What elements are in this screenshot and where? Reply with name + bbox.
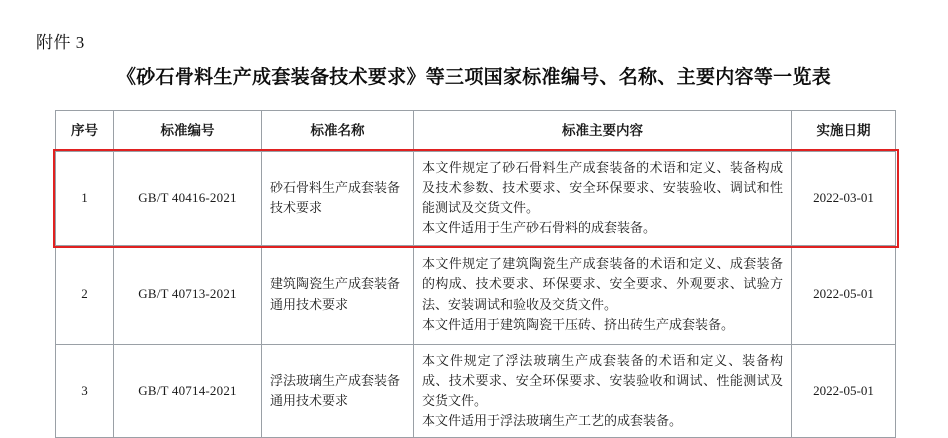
cell-content bbox=[414, 152, 792, 246]
column-header-date: 实施日期 bbox=[792, 111, 896, 152]
table-row bbox=[56, 152, 896, 246]
table-row bbox=[56, 344, 896, 438]
standards-table bbox=[55, 110, 896, 438]
cell-seq: 3 bbox=[56, 344, 114, 438]
cell-date: 2022-05-01 bbox=[792, 344, 896, 438]
page-title: 《砂石骨料生产成套装备技术要求》等三项国家标准编号、名称、主要内容等一览表 bbox=[116, 67, 832, 88]
table-row bbox=[56, 245, 896, 344]
cell-date: 2022-05-01 bbox=[792, 245, 896, 344]
cell-code: GB/T 40714-2021 bbox=[114, 344, 262, 438]
cell-name: 砂石骨料生产成套装备技术要求 bbox=[262, 152, 414, 246]
attachment-label: 附件 3 bbox=[36, 33, 85, 52]
column-header-content: 标准主要内容 bbox=[414, 111, 792, 152]
table-body bbox=[56, 152, 896, 438]
cell-seq: 1 bbox=[56, 152, 114, 246]
cell-date: 2022-03-01 bbox=[792, 152, 896, 246]
standards-table-wrapper bbox=[55, 110, 895, 438]
column-header-code: 标准编号 bbox=[114, 111, 262, 152]
column-header-name: 标准名称 bbox=[262, 111, 414, 152]
cell-seq: 2 bbox=[56, 245, 114, 344]
cell-content bbox=[414, 344, 792, 438]
cell-content-paragraph-2: 本文件适用于生产砂石骨料的成套装备。 bbox=[422, 220, 657, 236]
cell-code: GB/T 40713-2021 bbox=[114, 245, 262, 344]
cell-content-paragraph-1: 本文件规定了砂石骨料生产成套装备的术语和定义、装备构成及技术参数、技术要求、安全环保要求、安装验收、调试和性能测试及交货文件。 bbox=[422, 160, 783, 216]
cell-code: GB/T 40416-2021 bbox=[114, 152, 262, 246]
cell-content-paragraph-2: 本文件适用于浮法玻璃生产工艺的成套装备。 bbox=[422, 412, 683, 428]
cell-content-paragraph-2: 本文件适用于建筑陶瓷干压砖、挤出砖生产成套装备。 bbox=[422, 316, 735, 332]
cell-content-paragraph-1: 本文件规定了浮法玻璃生产成套装备的术语和定义、装备构成、技术要求、安全环保要求、安装验收和调试、性能测试及交货文件。 bbox=[422, 352, 783, 408]
cell-name: 浮法玻璃生产成套装备通用技术要求 bbox=[262, 344, 414, 438]
cell-name: 建筑陶瓷生产成套装备通用技术要求 bbox=[262, 245, 414, 344]
column-header-seq: 序号 bbox=[56, 111, 114, 152]
cell-content-paragraph-1: 本文件规定了建筑陶瓷生产成套装备的术语和定义、成套装备的构成、技术要求、环保要求、安全要求、外观要求、试验方法、安装调试和验收及交货文件。 bbox=[422, 256, 783, 312]
cell-content bbox=[414, 245, 792, 344]
table-header-row bbox=[56, 111, 896, 152]
table-header bbox=[56, 111, 896, 152]
